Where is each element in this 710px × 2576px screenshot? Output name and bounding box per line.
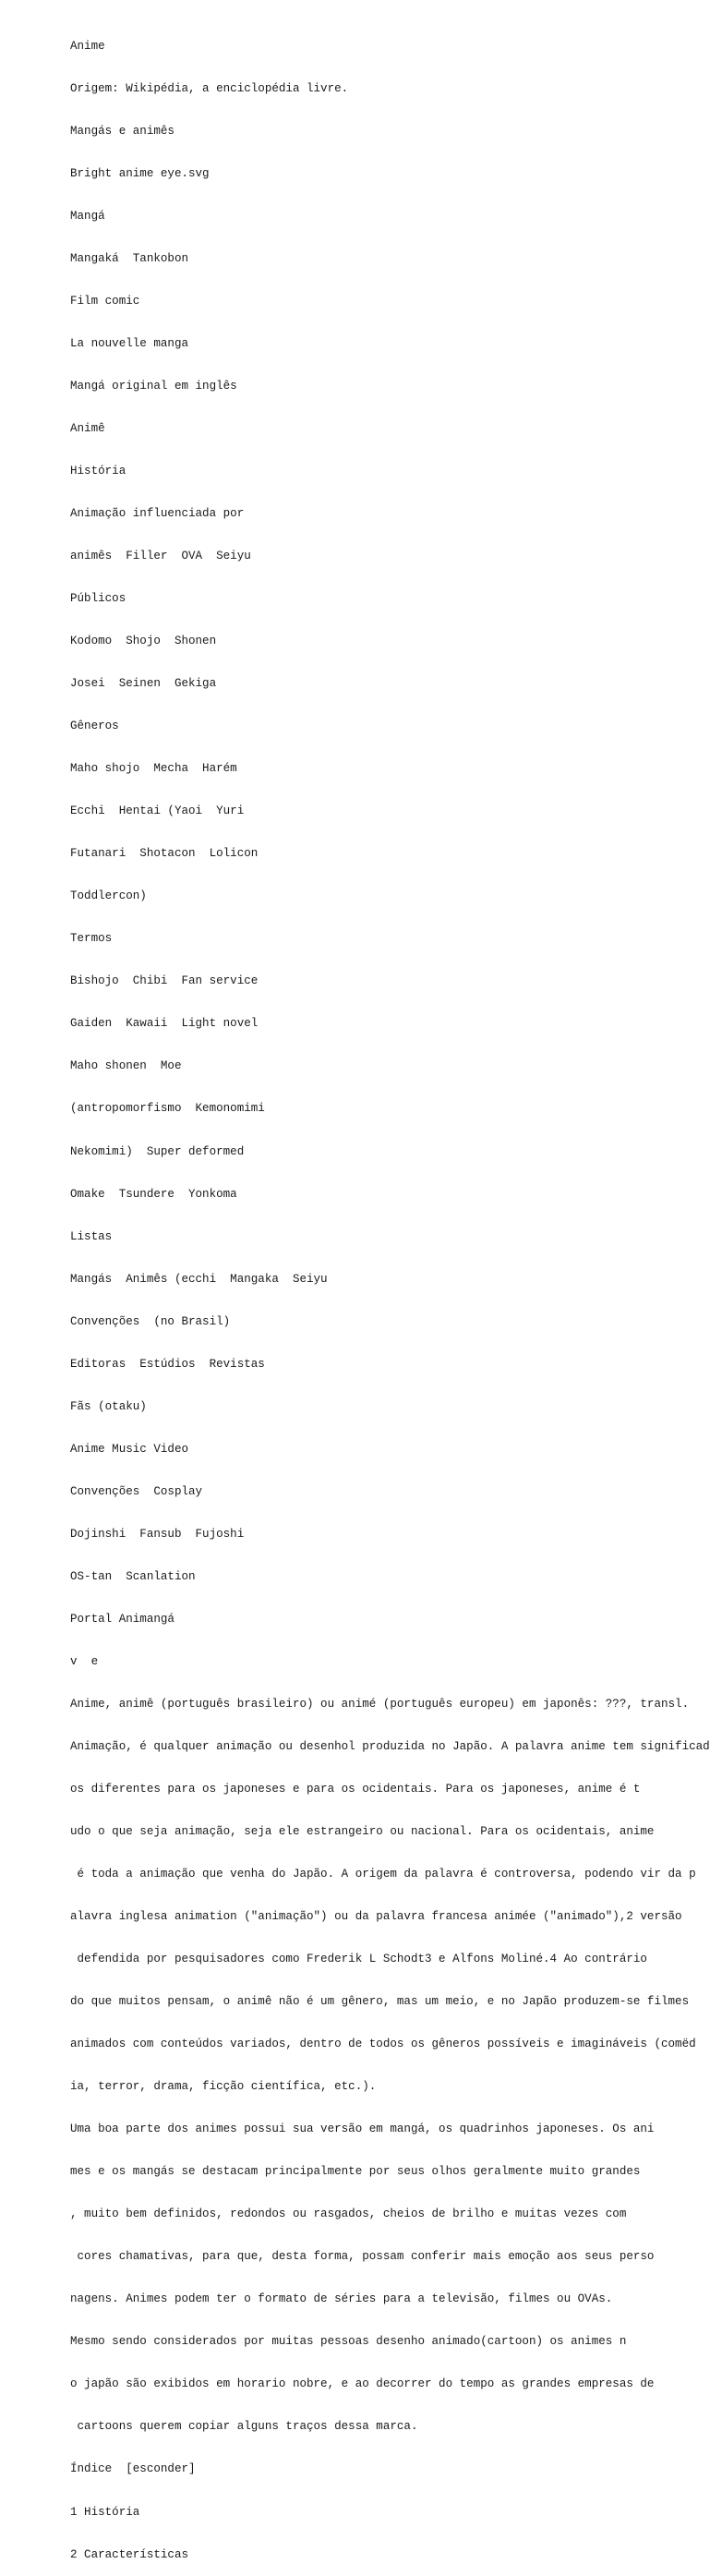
body-paragraph-line: Mesmo sendo considerados por muitas pessoas desenho animado(cartoon) os animes n (70, 2335, 627, 2349)
body-paragraph-line: udo o que seja animação, seja ele estrangeiro ou nacional. Para os ocidentais, anime (70, 1825, 655, 1838)
infobox-heading-anime: Animê (70, 421, 105, 435)
infobox-line: Maho shojo Mecha Harém (70, 762, 237, 776)
infobox-line: OS-tan Scanlation (70, 1569, 196, 1583)
infobox-title: Mangás e animês (70, 124, 174, 138)
infobox-line: Anime Music Video (70, 1442, 188, 1456)
body-paragraph-line: Animação, é qualquer animação ou desenhol produzida no Japão. A palavra anime tem significad (70, 1739, 710, 1753)
body-paragraph-line: Anime, animê (português brasileiro) ou animé (português europeu) em japonês: ???, transl. (70, 1697, 690, 1711)
body-paragraph-line: o japão são exibidos em horario nobre, e ao decorrer do tempo as grandes empresas de (70, 2377, 655, 2391)
infobox-image-caption: Bright anime eye.svg (70, 166, 210, 180)
body-paragraph-line: animados com conteúdos variados, dentro de todos os gêneros possíveis e imagináveis (comëd (70, 2038, 696, 2051)
infobox-heading-publicos: Públicos (70, 592, 126, 606)
body-paragraph-line: os diferentes para os japoneses e para os ocidentais. Para os japoneses, anime é t (70, 1782, 641, 1796)
body-paragraph-line: cores chamativas, para que, desta forma, possam conferir mais emoção aos seus perso (70, 2250, 655, 2264)
body-paragraph-line: Uma boa parte dos animes possui sua versão em mangá, os quadrinhos japoneses. Os ani (70, 2122, 655, 2136)
infobox-line: (antropomorfismo Kemonomimi (70, 1102, 265, 1116)
navbox-view-edit: v e (70, 1654, 99, 1668)
portal-link: Portal Animangá (70, 1612, 174, 1626)
infobox-line: Convenções (no Brasil) (70, 1314, 231, 1328)
infobox-line: Bishojo Chibi Fan service (70, 974, 259, 988)
infobox-heading-fas: Fãs (otaku) (70, 1399, 147, 1413)
infobox-line: Dojinshi Fansub Fujoshi (70, 1527, 245, 1541)
body-paragraph-line: do que muitos pensam, o animê não é um gênero, mas um meio, e no Japão produzem-se filmes (70, 1995, 690, 2009)
infobox-line: Gaiden Kawaii Light novel (70, 1017, 259, 1031)
infobox-line: Editoras Estúdios Revistas (70, 1357, 265, 1371)
infobox-line: Toddlercon) (70, 889, 147, 903)
infobox-heading-manga: Mangá (70, 209, 105, 223)
infobox-line: Film comic (70, 294, 140, 308)
document-title: Anime (70, 39, 105, 53)
body-paragraph-line: cartoons querem copiar alguns traços dessa marca. (70, 2420, 418, 2434)
toc-item: 1 História (70, 2505, 140, 2519)
body-paragraph-line: alavra inglesa animation ("animação") ou da palavra francesa animée ("animado"),2 versão (70, 1910, 682, 1924)
infobox-line: História (70, 465, 126, 478)
infobox-line: La nouvelle manga (70, 336, 188, 350)
body-paragraph-line: , muito bem definidos, redondos ou rasgados, cheios de brilho e muitas vezes com (70, 2207, 627, 2221)
infobox-heading-generos: Gêneros (70, 720, 119, 733)
infobox-heading-listas: Listas (70, 1229, 113, 1243)
infobox-line: Futanari Shotacon Lolicon (70, 847, 259, 861)
infobox-line: Josei Seinen Gekiga (70, 677, 217, 691)
document-body (70, 11, 710, 2576)
infobox-line: Mangás Animês (ecchi Mangaka Seiyu (70, 1272, 328, 1286)
body-paragraph-line: defendida por pesquisadores como Frederik L Schodt3 e Alfons Moliné.4 Ao contrário (70, 1953, 647, 1966)
infobox-line: Omake Tsundere Yonkoma (70, 1187, 237, 1201)
infobox-line: Ecchi Hentai (Yaoi Yuri (70, 804, 245, 818)
infobox-line: animês Filler OVA Seiyu (70, 550, 251, 563)
infobox-line: Nekomimi) Super deformed (70, 1144, 245, 1158)
toc-heading: Índice [esconder] (70, 2462, 196, 2476)
infobox-line: Mangá original em inglês (70, 379, 237, 393)
infobox-line: Mangaká Tankobon (70, 251, 188, 265)
body-paragraph-line: nagens. Animes podem ter o formato de séries para a televisão, filmes ou OVAs. (70, 2292, 613, 2306)
body-paragraph-line: mes e os mangás se destacam principalmente por seus olhos geralmente muito grandes (70, 2165, 641, 2179)
infobox-line: Kodomo Shojo Shonen (70, 635, 217, 648)
infobox-heading-termos: Termos (70, 932, 113, 946)
infobox-line: Convenções Cosplay (70, 1484, 203, 1498)
infobox-line: Maho shonen Moe (70, 1059, 182, 1073)
body-paragraph-line: ia, terror, drama, ficção científica, etc.). (70, 2080, 377, 2094)
body-paragraph-line: é toda a animação que venha do Japão. A origem da palavra é controversa, podendo vir da p (70, 1868, 696, 1881)
infobox-line: Animação influenciada por (70, 507, 245, 521)
toc-item: 2 Características (70, 2547, 188, 2561)
source-line: Origem: Wikipédia, a enciclopédia livre. (70, 81, 349, 95)
